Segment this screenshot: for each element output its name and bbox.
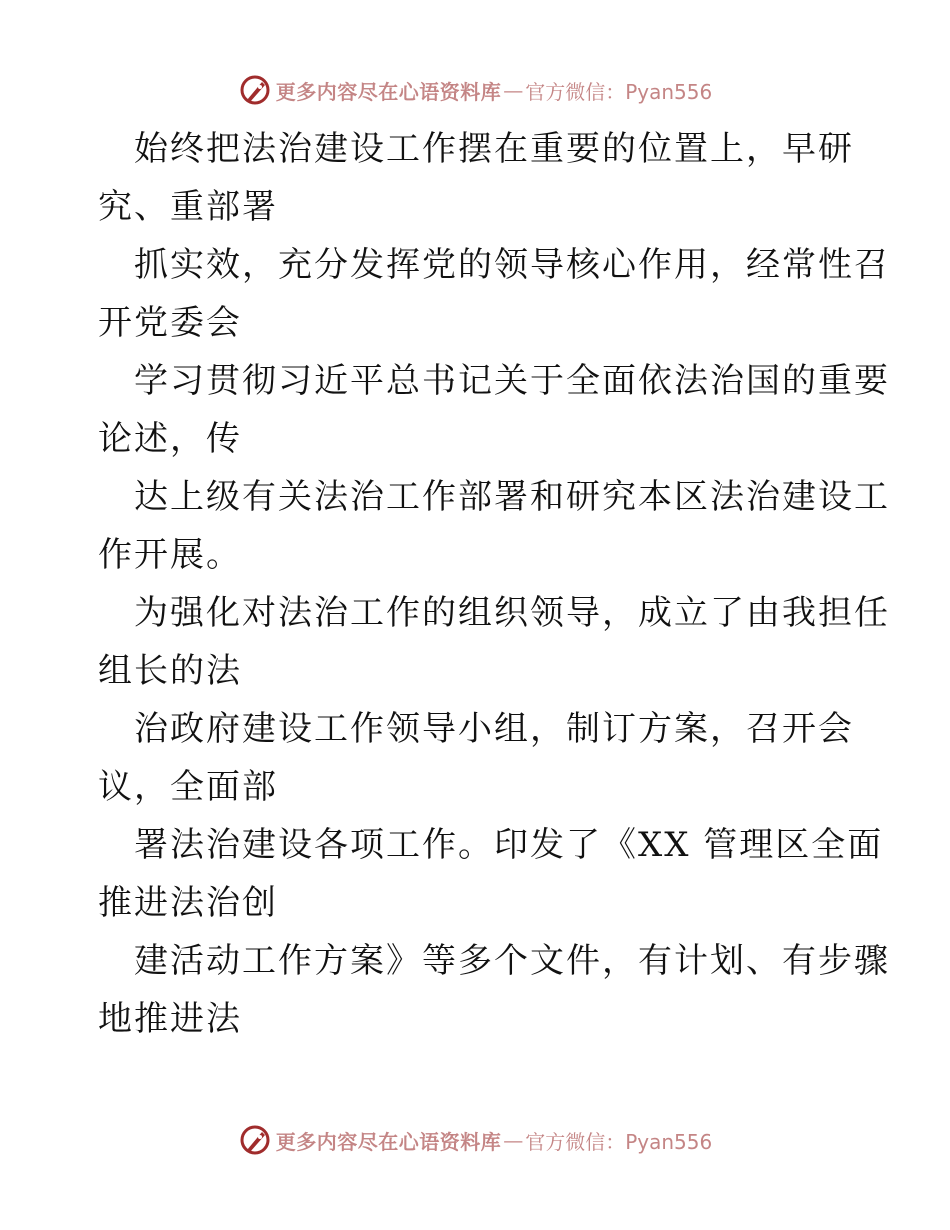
text-line: 组长的法 <box>98 651 242 691</box>
text-line: 作开展。 <box>98 535 242 575</box>
header-watermark <box>0 72 950 108</box>
text-line: 究、重部署 <box>98 187 278 227</box>
text-line: 抓实效，充分发挥党的领导核心作用，经常性召 <box>134 245 890 285</box>
text-line: 治政府建设工作领导小组，制订方案，召开会 <box>134 709 854 749</box>
site-name: 更多内容尽在心语资料库 <box>275 79 502 104</box>
site-name: 更多内容尽在心语资料库 <box>275 1129 502 1154</box>
text-line: 论述，传 <box>98 419 242 459</box>
text-line: 始终把法治建设工作摆在重要的位置上，早研 <box>134 129 854 169</box>
text-line: 开党委会 <box>98 303 242 343</box>
separator-dash: — <box>503 1128 524 1152</box>
document-body <box>98 120 890 1048</box>
text-line: 推进法治创 <box>98 883 278 923</box>
pen-nib-logo-icon <box>238 73 272 107</box>
text-line: 为强化对法治工作的组织领导，成立了由我担任 <box>134 593 890 633</box>
text-line: 地推进法 <box>98 999 242 1039</box>
text-line: 议，全面部 <box>98 767 278 807</box>
footer-watermark <box>0 1122 950 1158</box>
text-line: 署法治建设各项工作。印发了《XX 管理区全面 <box>134 825 884 865</box>
wechat-id: 官方微信：Pyan556 <box>525 1129 713 1154</box>
text-line: 达上级有关法治工作部署和研究本区法治建设工 <box>134 477 890 517</box>
text-line: 学习贯彻习近平总书记关于全面依法治国的重要 <box>134 361 890 401</box>
text-line: 建活动工作方案》等多个文件，有计划、有步骤 <box>134 941 890 981</box>
wechat-id: 官方微信：Pyan556 <box>525 79 713 104</box>
pen-nib-logo-icon <box>238 1123 272 1157</box>
separator-dash: — <box>503 78 524 102</box>
